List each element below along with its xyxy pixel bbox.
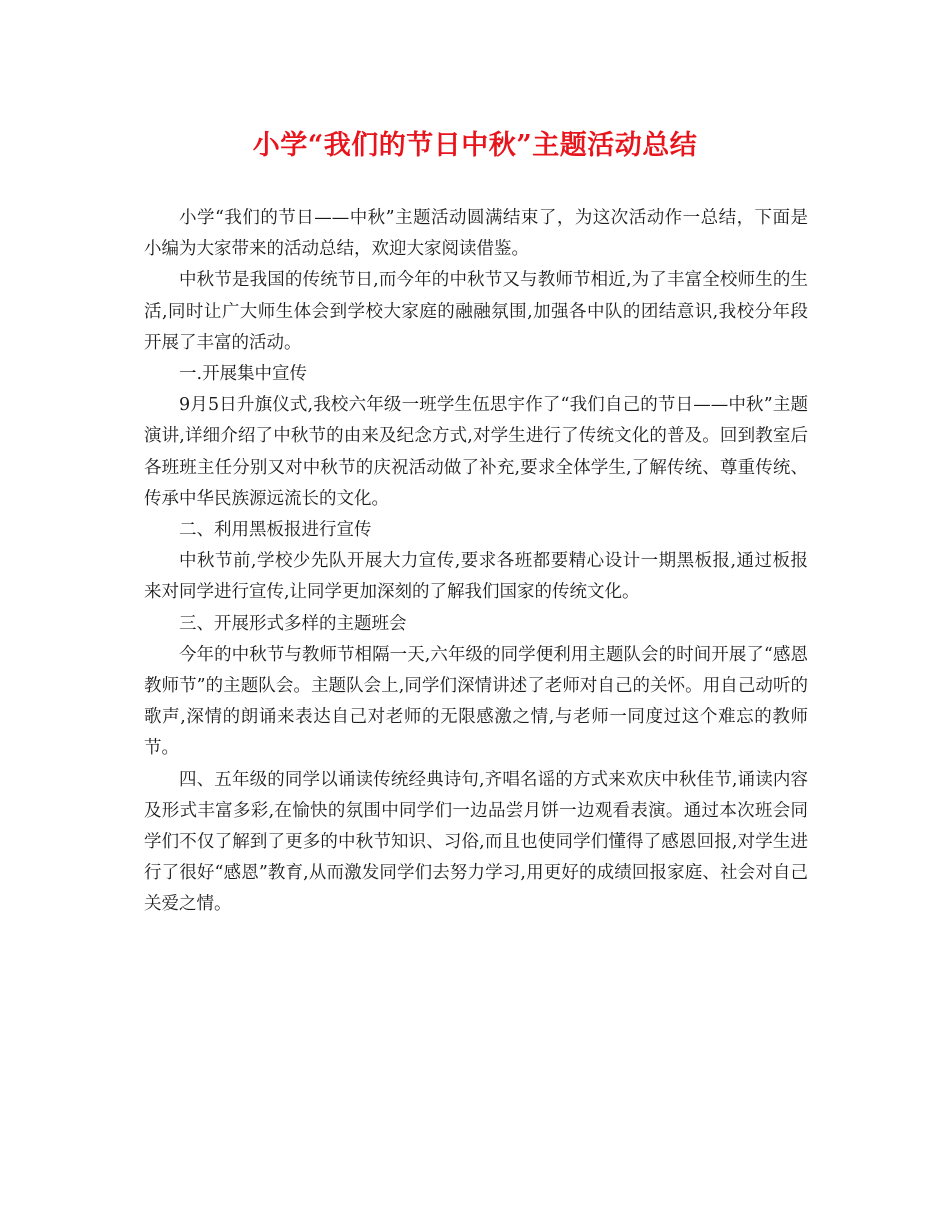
paragraph-intro: 小学“我们的节日——中秋”主题活动圆满结束了，为这次活动作一总结，下面是小编为大家带来的活动总结，欢迎大家阅读借鉴。: [144, 208, 808, 260]
document-body: [144, 203, 808, 921]
document-title: 小学“我们的节日中秋”主题活动总结: [252, 130, 698, 161]
paragraph-section-4: 四、五年级的同学以诵读传统经典诗句,齐唱名谣的方式来欢庆中秋佳节,诵读内容及形式丰富多彩,在愉快的氛围中同学们一边品尝月饼一边观看表演。通过本次班会同学们不仅了解到了更多的中秋节知识、习俗,而且也使同学们懂得了感恩回报,对学生进行了很好“感恩”教育,从而激发同学们去努力学习,用更好的成绩回报家庭、社会对自己关爱之情。: [144, 769, 808, 915]
paragraph-section-3: 今年的中秋节与教师节相隔一天,六年级的同学便利用主题队会的时间开展了“感恩教师节”的主题队会。主题队会上,同学们深情讲述了老师对自己的关怀。用自己动听的歌声,深情的朗诵来表达自己对老师的无限感激之情,与老师一同度过这个难忘的教师节。: [144, 644, 808, 759]
paragraph-section-1: 9月5日升旗仪式,我校六年级一班学生伍思宇作了“我们自己的节日——中秋”主题演讲,详细介绍了中秋节的由来及纪念方式,对学生进行了传统文化的普及。回到教室后各班班主任分别又对中秋节的庆祝活动做了补充,要求全体学生,了解传统、尊重传统、传承中华民族源远流长的文化。: [144, 395, 808, 509]
section-heading-2: 二、利用黑板报进行宣传: [179, 520, 372, 541]
section-heading-3: 三、开展形式多样的主题班会: [179, 613, 407, 634]
section-heading-1: 一.开展集中宣传: [179, 364, 308, 385]
paragraph-section-2: 中秋节前,学校少先队开展大力宣传,要求各班都要精心设计一期黑板报,通过板报来对同学进行宣传,让同学更加深刻的了解我们国家的传统文化。: [144, 551, 808, 603]
paragraph-background: 中秋节是我国的传统节日,而今年的中秋节又与教师节相近,为了丰富全校师生的生活,同时让广大师生体会到学校大家庭的融融氛围,加强各中队的团结意识,我校分年段开展了丰富的活动。: [144, 270, 808, 353]
